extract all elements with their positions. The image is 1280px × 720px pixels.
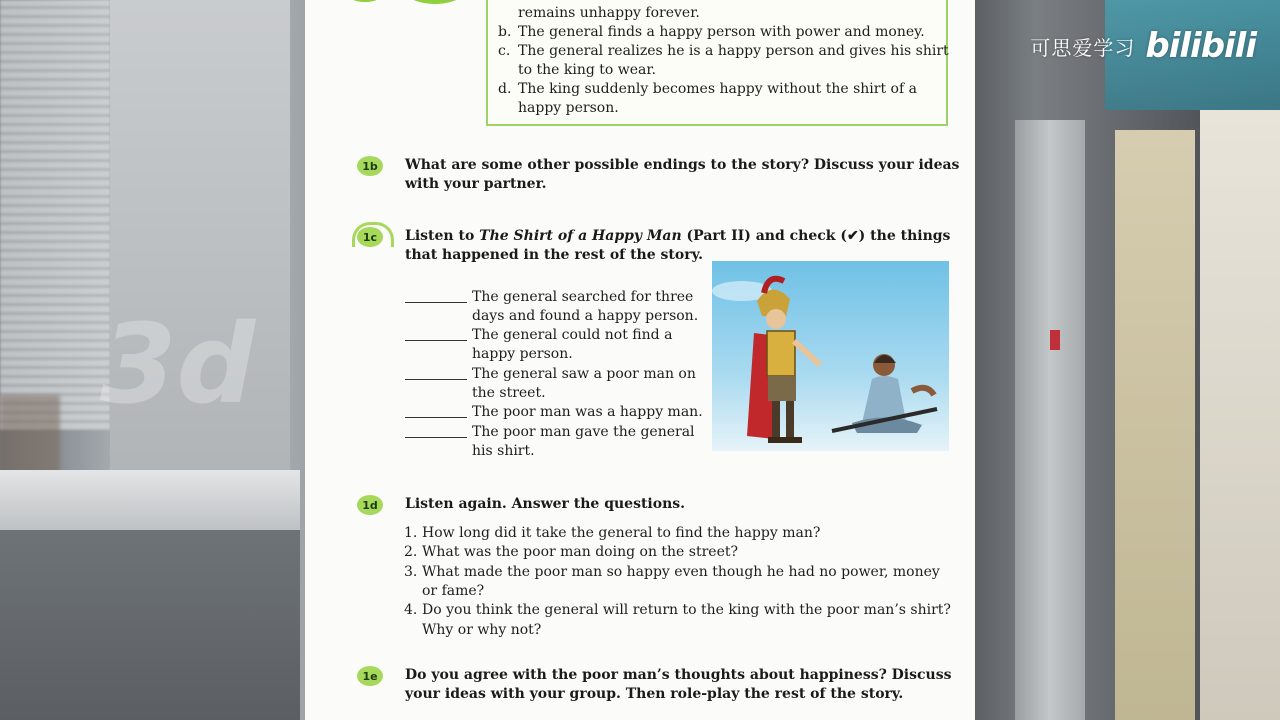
- section-1c-prompt-line2: that happened in the rest of the story.: [405, 247, 703, 263]
- section-badge-1d: 1d: [357, 495, 383, 515]
- section-badge-1e: 1e: [357, 666, 383, 686]
- checklist-text: The general searched for three: [472, 289, 694, 305]
- option-letter: b.: [498, 24, 512, 40]
- question-number: 1.: [404, 525, 418, 541]
- window-blinds: [0, 0, 110, 430]
- section-1d-title: Listen again. Answer the questions.: [405, 496, 686, 512]
- background-lower-wall: [0, 530, 300, 720]
- green-leaf-decoration: [335, 0, 475, 14]
- question-number: 3.: [404, 564, 418, 580]
- option-text: to the king to wear.: [518, 62, 656, 78]
- checklist-text: The general could not find a: [472, 327, 673, 343]
- question-text: What made the poor man so happy even though he had no power, money: [422, 564, 940, 580]
- checklist-text: The poor man was a happy man.: [472, 404, 703, 420]
- checklist-text: happy person.: [472, 346, 573, 362]
- option-text: The general realizes he is a happy person and gives his shirt: [518, 43, 949, 59]
- background-locker-door: [1115, 130, 1195, 720]
- option-text: remains unhappy forever.: [518, 5, 700, 21]
- section-1b-prompt-line2: with your partner.: [405, 176, 547, 192]
- background-left-scene: [0, 0, 305, 720]
- question-text: Why or why not?: [422, 622, 542, 638]
- check-blank[interactable]: [405, 302, 467, 303]
- section-badge-1c-headphones: 1c: [357, 227, 383, 247]
- check-blank[interactable]: [405, 379, 467, 380]
- window-sill: [0, 470, 300, 530]
- question-number: 2.: [404, 544, 418, 560]
- question-text: Do you think the general will return to the king with the poor man’s shirt?: [422, 602, 951, 618]
- question-text: or fame?: [422, 583, 485, 599]
- question-number: 4.: [404, 602, 418, 618]
- option-text: The king suddenly becomes happy without the shirt of a: [518, 81, 917, 97]
- option-text: happy person.: [518, 100, 619, 116]
- checklist-text: the street.: [472, 385, 546, 401]
- textbook-page: [305, 0, 975, 720]
- section-1e-prompt-line2: your ideas with your group. Then role-play the rest of the story.: [405, 686, 904, 702]
- background-locker-door: [1200, 110, 1280, 720]
- checklist-text: The general saw a poor man on: [472, 366, 696, 382]
- option-letter: c.: [498, 43, 511, 59]
- general-and-poor-man-illustration: [712, 261, 949, 451]
- section-badge-1b: 1b: [357, 156, 383, 176]
- question-text: How long did it take the general to find the happy man?: [422, 525, 821, 541]
- section-1e-prompt-line1: Do you agree with the poor man’s thoughts about happiness? Discuss: [405, 667, 952, 683]
- checklist-text: his shirt.: [472, 443, 535, 459]
- option-letter: d.: [498, 81, 512, 97]
- option-text: The general finds a happy person with power and money.: [518, 24, 925, 40]
- background-watermark: 3d: [100, 300, 256, 428]
- section-1b-prompt-line1: What are some other possible endings to the story? Discuss your ideas: [405, 157, 960, 173]
- channel-watermark: [1030, 26, 1256, 66]
- prompt-text: (Part II) and check (✔) the things: [681, 228, 951, 244]
- check-blank[interactable]: [405, 437, 467, 438]
- checklist-text: The poor man gave the general: [472, 424, 695, 440]
- section-1c-prompt-line1: [405, 227, 950, 246]
- question-text: What was the poor man doing on the street?: [422, 544, 738, 560]
- background-red-sign: [1050, 330, 1060, 350]
- check-blank[interactable]: [405, 340, 467, 341]
- prompt-text: Listen to: [405, 228, 480, 244]
- check-blank[interactable]: [405, 417, 467, 418]
- background-pillar: [1015, 120, 1085, 720]
- channel-name: 可思爱学习: [1030, 35, 1136, 60]
- story-title: The Shirt of a Happy Man: [479, 228, 682, 244]
- bilibili-logo: bilibili: [1145, 26, 1256, 66]
- checklist-text: days and found a happy person.: [472, 308, 699, 324]
- background-right-scene: [975, 0, 1280, 720]
